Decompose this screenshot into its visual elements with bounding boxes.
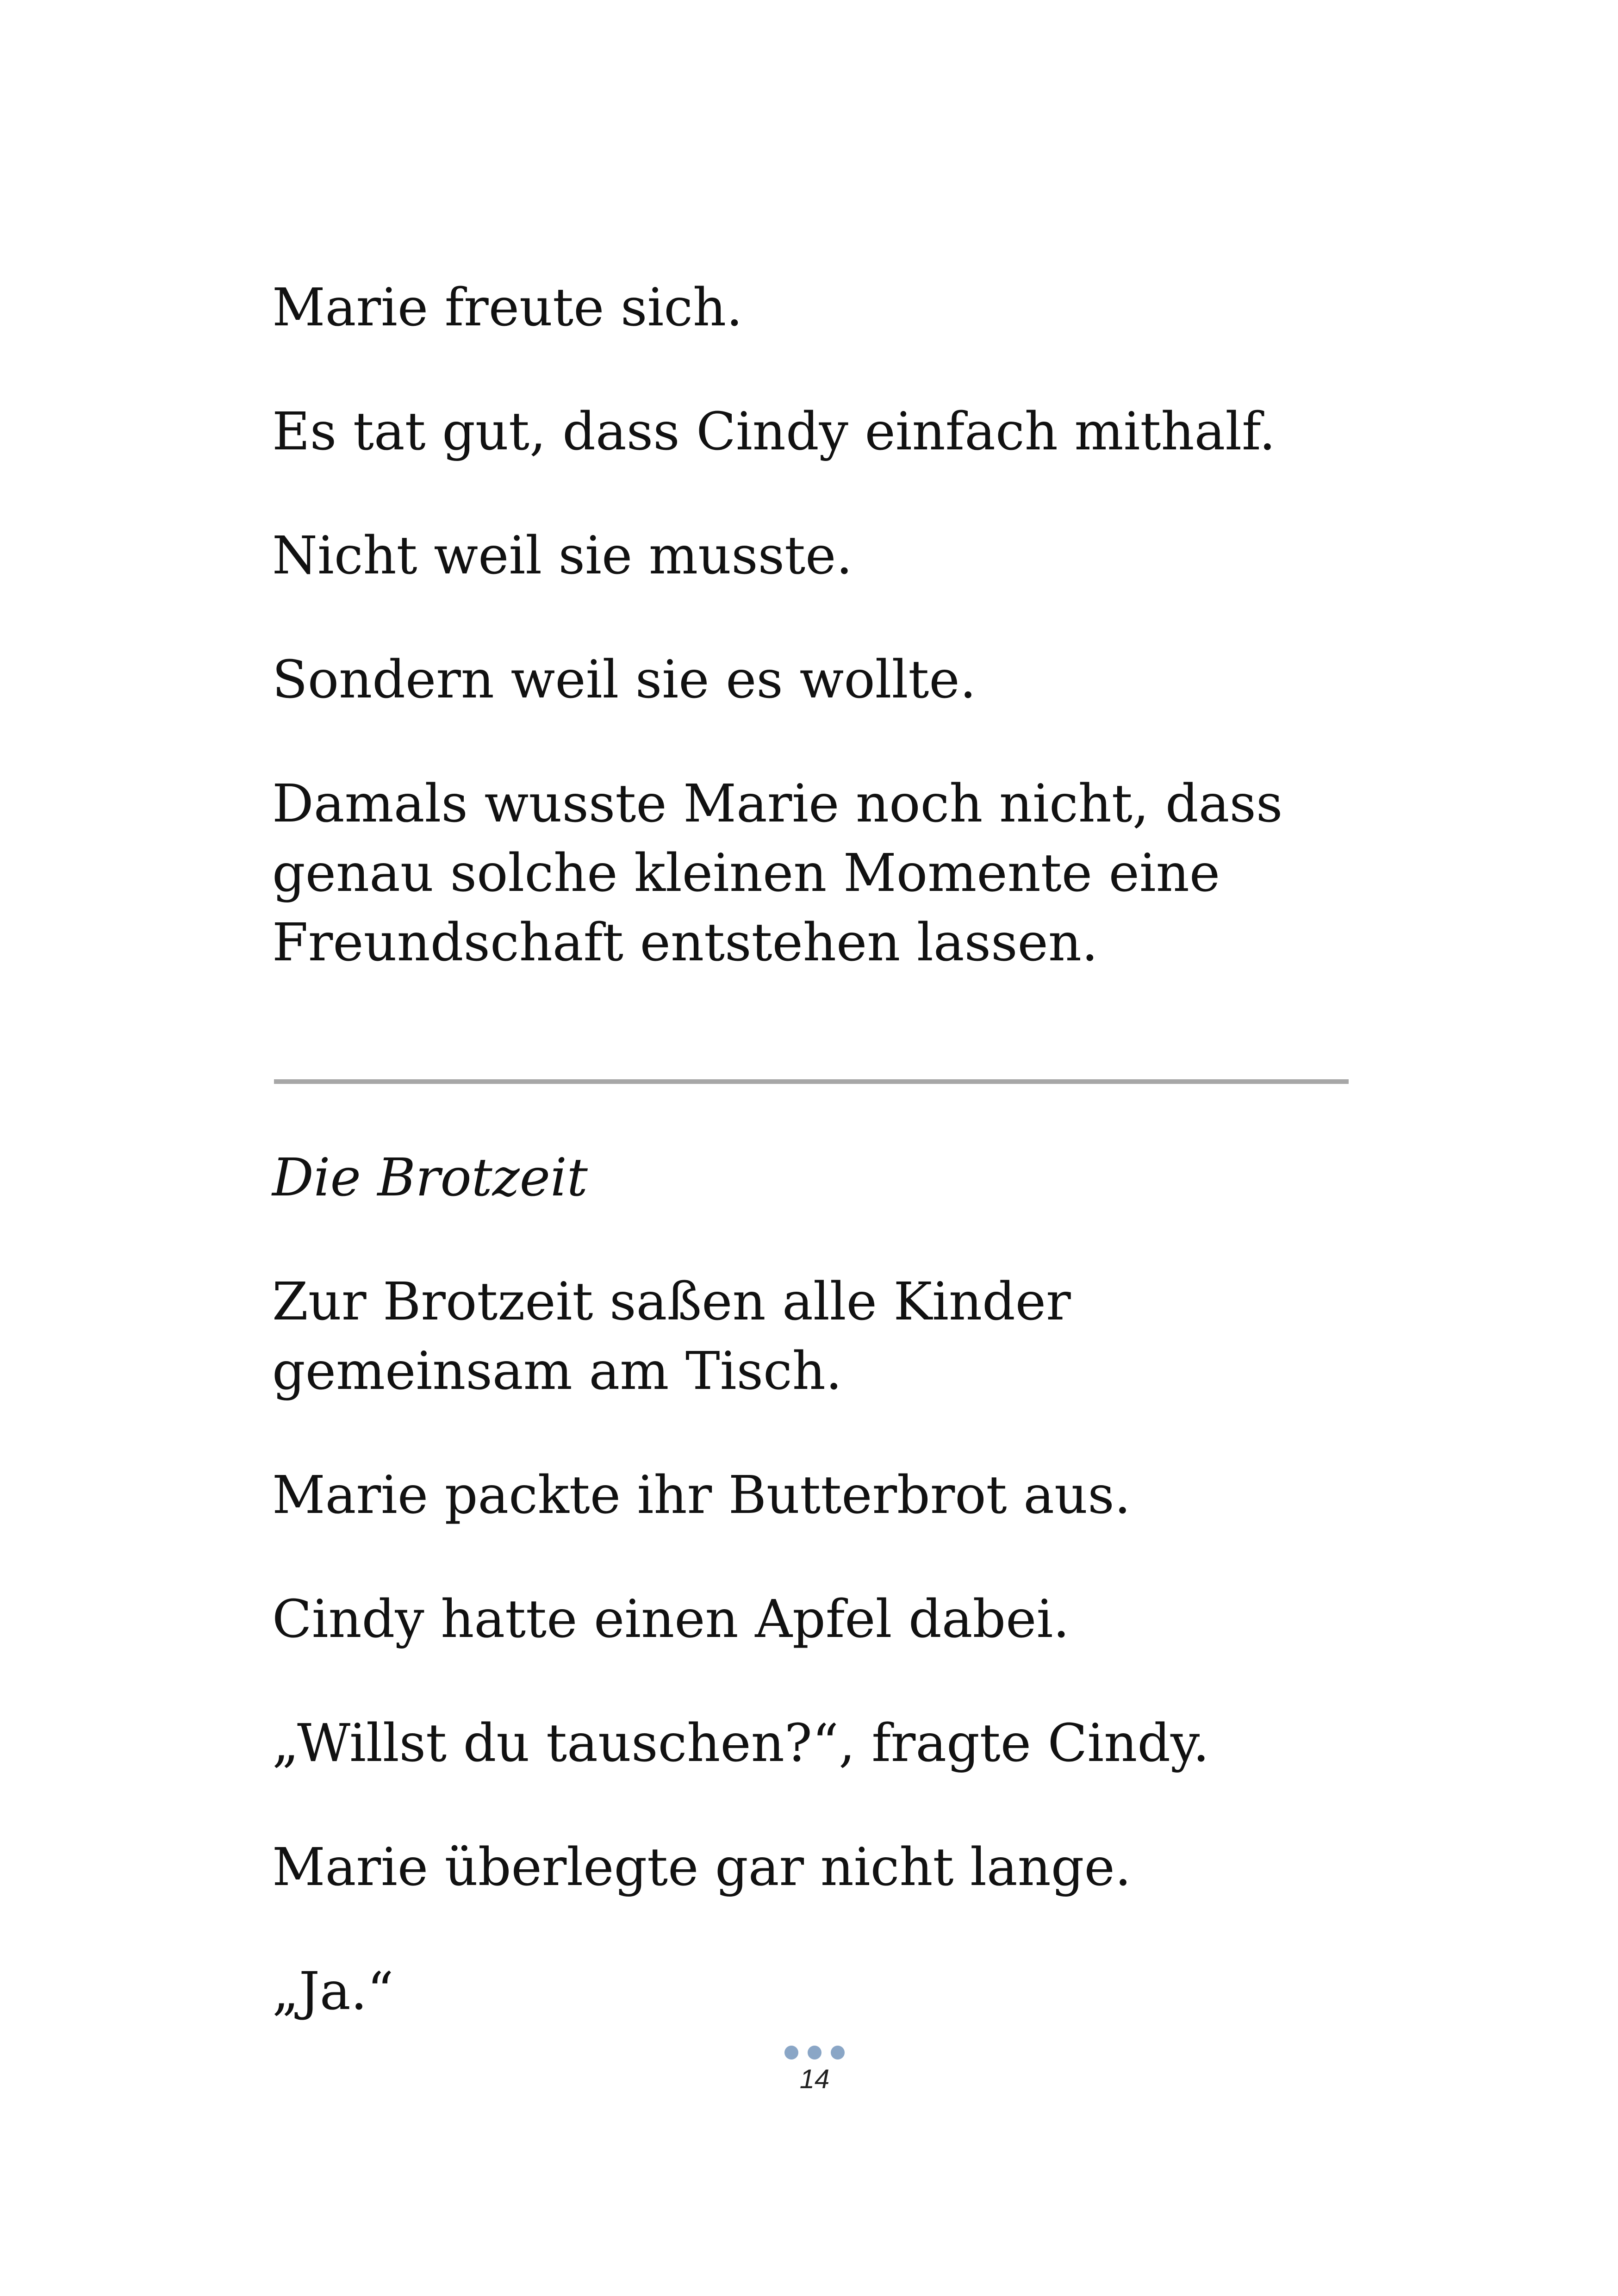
paragraph [272, 1461, 1209, 1530]
section-divider [274, 1079, 1349, 1084]
text-line: Marie freute sich. [272, 278, 743, 338]
heading-text: Die Brotzeit [272, 1148, 588, 1208]
paragraph [272, 1267, 1209, 1406]
paragraph [272, 273, 1282, 342]
paragraph [272, 1833, 1209, 1902]
section-heading [272, 1143, 1209, 1213]
paragraph [272, 1585, 1209, 1654]
paragraph [272, 769, 1282, 977]
paragraph [272, 521, 1282, 591]
text-line: genau solche kleinen Momente eine [272, 843, 1220, 903]
text-line: gemeinsam am Tisch. [272, 1341, 842, 1401]
text-line: Freundschaft entstehen lassen. [272, 913, 1098, 973]
section-1 [272, 273, 1282, 977]
paragraph [272, 645, 1282, 715]
page-footer [764, 2046, 865, 2096]
page-number: 14 [799, 2064, 830, 2094]
text-line: „Willst du tauschen?“, fragte Cindy. [272, 1713, 1210, 1773]
dot [831, 2046, 845, 2060]
ellipsis-dots-icon [764, 2046, 865, 2061]
text-line: Sondern weil sie es wollte. [272, 650, 977, 710]
text-line: Damals wusste Marie noch nicht, dass [272, 774, 1283, 834]
paragraph [272, 1709, 1209, 1778]
text-line: Marie überlegte gar nicht lange. [272, 1837, 1132, 1898]
text-line: „Ja.“ [272, 1961, 394, 2022]
text-line: Zur Brotzeit saßen alle Kinder [272, 1272, 1071, 1332]
paragraph [272, 1957, 1209, 2026]
section-2 [272, 1143, 1209, 2026]
text-line: Nicht weil sie musste. [272, 526, 853, 586]
text-line: Marie packte ihr Butterbrot aus. [272, 1465, 1131, 1525]
text-line: Es tat gut, dass Cindy einfach mithalf. [272, 402, 1276, 462]
text-line: Cindy hatte einen Apfel dabei. [272, 1589, 1070, 1649]
dot [784, 2046, 798, 2060]
dot [808, 2046, 821, 2060]
paragraph [272, 397, 1282, 467]
